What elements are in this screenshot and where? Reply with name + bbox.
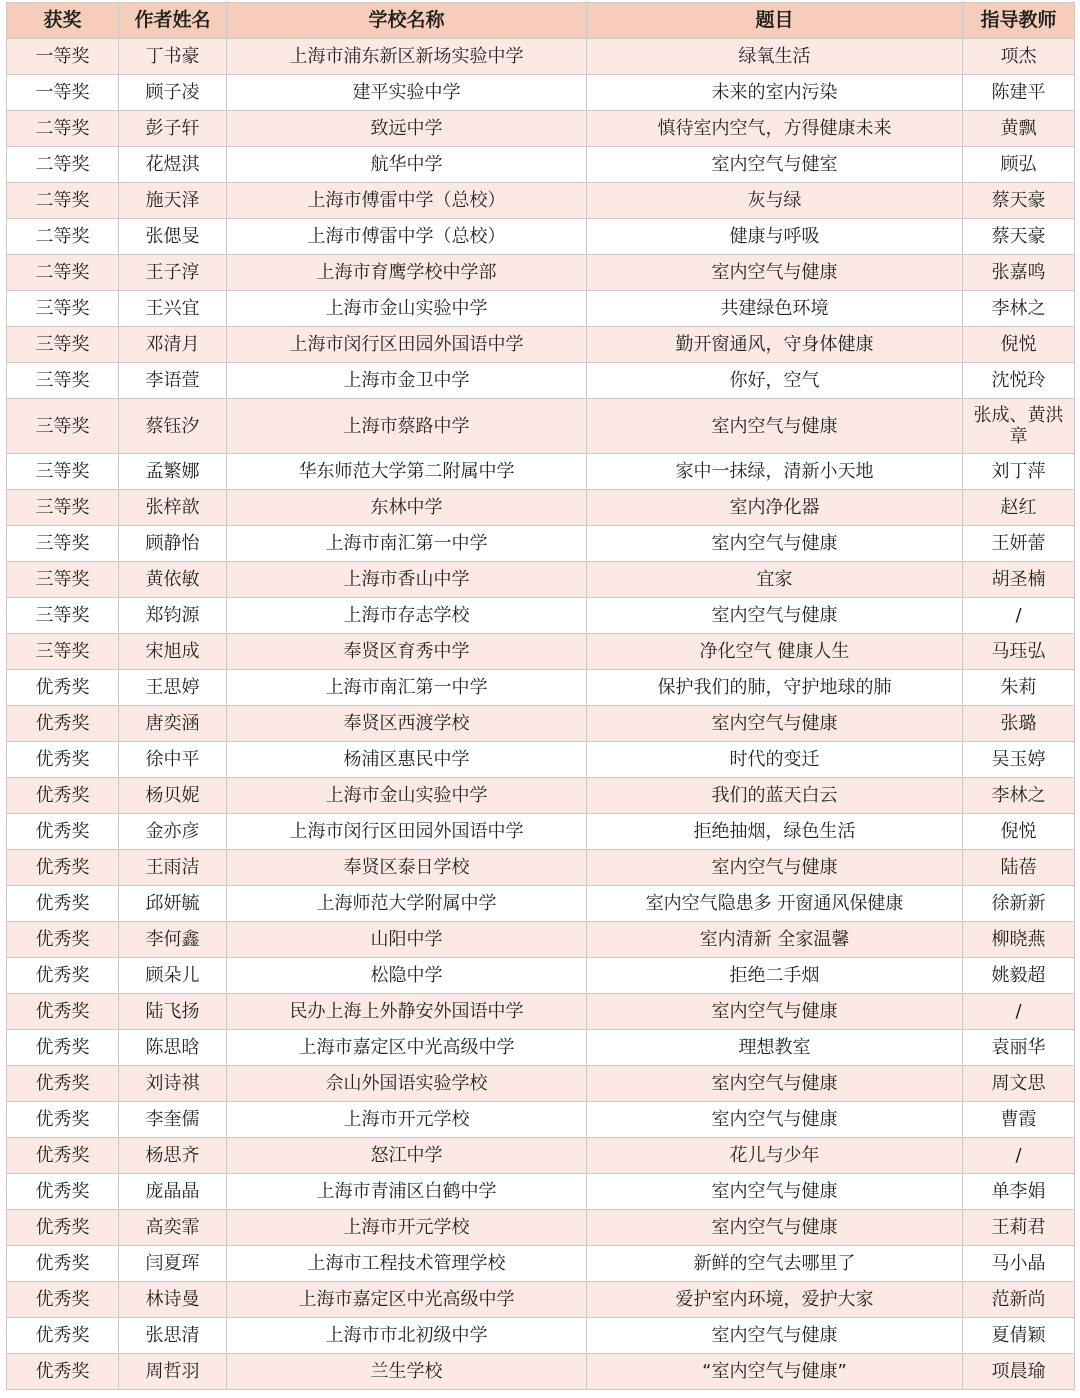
table-row xyxy=(7,1030,1075,1066)
table-row xyxy=(7,1210,1075,1246)
table-row xyxy=(7,562,1075,598)
cell-school: 佘山外国语实验学校 xyxy=(227,1066,587,1102)
cell-title: 室内空气与健康 xyxy=(587,399,963,454)
cell-school: 上海市金山实验中学 xyxy=(227,778,587,814)
cell-teacher: 朱莉 xyxy=(963,670,1075,706)
cell-teacher: 蔡天豪 xyxy=(963,219,1075,255)
cell-author: 杨贝妮 xyxy=(119,778,227,814)
cell-author: 张梓歆 xyxy=(119,490,227,526)
cell-teacher: 张嘉鸣 xyxy=(963,255,1075,291)
cell-title: 拒绝二手烟 xyxy=(587,958,963,994)
cell-title: 我们的蓝天白云 xyxy=(587,778,963,814)
cell-title: 宜家 xyxy=(587,562,963,598)
cell-author: 王雨洁 xyxy=(119,850,227,886)
cell-title: 绿氧生活 xyxy=(587,39,963,75)
table-row xyxy=(7,922,1075,958)
cell-school: 上海师范大学附属中学 xyxy=(227,886,587,922)
cell-award: 三等奖 xyxy=(7,399,119,454)
cell-author: 闫夏珲 xyxy=(119,1246,227,1282)
cell-author: 顾子凌 xyxy=(119,75,227,111)
cell-award: 优秀奖 xyxy=(7,1210,119,1246)
cell-school: 上海市金山实验中学 xyxy=(227,291,587,327)
cell-teacher: 黄飘 xyxy=(963,111,1075,147)
cell-school: 奉贤区西渡学校 xyxy=(227,706,587,742)
cell-author: 杨思齐 xyxy=(119,1138,227,1174)
cell-school: 怒江中学 xyxy=(227,1138,587,1174)
table-row xyxy=(7,219,1075,255)
cell-school: 上海市育鹰学校中学部 xyxy=(227,255,587,291)
cell-school: 致远中学 xyxy=(227,111,587,147)
cell-teacher: 项杰 xyxy=(963,39,1075,75)
cell-title: 室内空气与健室 xyxy=(587,147,963,183)
cell-author: 施天泽 xyxy=(119,183,227,219)
cell-teacher: 李林之 xyxy=(963,778,1075,814)
cell-teacher: 倪悦 xyxy=(963,327,1075,363)
cell-author: 花煜淇 xyxy=(119,147,227,183)
cell-award: 一等奖 xyxy=(7,39,119,75)
table-row xyxy=(7,111,1075,147)
table-row xyxy=(7,598,1075,634)
cell-title: 室内空气与健康 xyxy=(587,255,963,291)
cell-title: 爱护室内环境，爱护大家 xyxy=(587,1282,963,1318)
cell-award: 优秀奖 xyxy=(7,1354,119,1390)
cell-author: 郑钧源 xyxy=(119,598,227,634)
cell-author: 孟繁娜 xyxy=(119,454,227,490)
cell-school: 上海市市北初级中学 xyxy=(227,1318,587,1354)
table-row xyxy=(7,255,1075,291)
cell-teacher: 蔡天豪 xyxy=(963,183,1075,219)
cell-title: 室内空气与健康 xyxy=(587,526,963,562)
table-row xyxy=(7,958,1075,994)
cell-award: 优秀奖 xyxy=(7,1318,119,1354)
cell-author: 李语萱 xyxy=(119,363,227,399)
cell-award: 三等奖 xyxy=(7,291,119,327)
cell-award: 优秀奖 xyxy=(7,1138,119,1174)
cell-school: 奉贤区泰日学校 xyxy=(227,850,587,886)
cell-award: 优秀奖 xyxy=(7,886,119,922)
cell-teacher: 王莉君 xyxy=(963,1210,1075,1246)
cell-author: 顾静怡 xyxy=(119,526,227,562)
cell-title: 室内空气与健康 xyxy=(587,1318,963,1354)
table-row xyxy=(7,1354,1075,1390)
cell-author: 李何鑫 xyxy=(119,922,227,958)
header-award: 获奖 xyxy=(7,3,119,39)
cell-teacher: 曹霞 xyxy=(963,1102,1075,1138)
cell-teacher: 张成、黄洪章 xyxy=(963,399,1075,454)
cell-title: 室内空气隐患多 开窗通风保健康 xyxy=(587,886,963,922)
cell-title: 时代的变迁 xyxy=(587,742,963,778)
table-row xyxy=(7,75,1075,111)
cell-award: 二等奖 xyxy=(7,219,119,255)
cell-award: 优秀奖 xyxy=(7,742,119,778)
cell-author: 丁书豪 xyxy=(119,39,227,75)
table-body xyxy=(7,39,1075,1390)
cell-teacher: 袁丽华 xyxy=(963,1030,1075,1066)
cell-title: 新鲜的空气去哪里了 xyxy=(587,1246,963,1282)
cell-teacher: 单李娟 xyxy=(963,1174,1075,1210)
cell-teacher: 李林之 xyxy=(963,291,1075,327)
cell-school: 上海市青浦区白鹤中学 xyxy=(227,1174,587,1210)
cell-award: 三等奖 xyxy=(7,327,119,363)
cell-school: 上海市金卫中学 xyxy=(227,363,587,399)
header-school: 学校名称 xyxy=(227,3,587,39)
cell-award: 优秀奖 xyxy=(7,1246,119,1282)
table-row xyxy=(7,183,1075,219)
table-row xyxy=(7,994,1075,1030)
table-row xyxy=(7,670,1075,706)
cell-award: 二等奖 xyxy=(7,147,119,183)
cell-award: 三等奖 xyxy=(7,363,119,399)
cell-title: 保护我们的肺，守护地球的肺 xyxy=(587,670,963,706)
table-row xyxy=(7,778,1075,814)
cell-award: 优秀奖 xyxy=(7,1282,119,1318)
cell-school: 上海市闵行区田园外国语中学 xyxy=(227,327,587,363)
cell-school: 上海市存志学校 xyxy=(227,598,587,634)
cell-school: 航华中学 xyxy=(227,147,587,183)
cell-award: 二等奖 xyxy=(7,183,119,219)
cell-award: 优秀奖 xyxy=(7,1030,119,1066)
cell-school: 上海市蔡路中学 xyxy=(227,399,587,454)
cell-teacher: 吴玉婷 xyxy=(963,742,1075,778)
cell-author: 高奕霏 xyxy=(119,1210,227,1246)
cell-title: 家中一抹绿，清新小天地 xyxy=(587,454,963,490)
cell-school: 上海市闵行区田园外国语中学 xyxy=(227,814,587,850)
cell-teacher: / xyxy=(963,994,1075,1030)
cell-author: 黄依敏 xyxy=(119,562,227,598)
cell-school: 上海市开元学校 xyxy=(227,1102,587,1138)
table-row xyxy=(7,814,1075,850)
cell-teacher: 马小晶 xyxy=(963,1246,1075,1282)
cell-title: 室内空气与健康 xyxy=(587,1210,963,1246)
cell-author: 蔡钰汐 xyxy=(119,399,227,454)
cell-author: 王子淳 xyxy=(119,255,227,291)
table-row xyxy=(7,39,1075,75)
cell-teacher: 张璐 xyxy=(963,706,1075,742)
cell-teacher: 胡圣楠 xyxy=(963,562,1075,598)
cell-teacher: 夏倩颖 xyxy=(963,1318,1075,1354)
table-row xyxy=(7,742,1075,778)
cell-award: 优秀奖 xyxy=(7,778,119,814)
cell-title: “室内空气与健康” xyxy=(587,1354,963,1390)
cell-teacher: 马珏弘 xyxy=(963,634,1075,670)
cell-school: 上海市嘉定区中光高级中学 xyxy=(227,1282,587,1318)
award-table xyxy=(6,2,1075,1390)
cell-title: 拒绝抽烟，绿色生活 xyxy=(587,814,963,850)
table-row xyxy=(7,886,1075,922)
cell-award: 优秀奖 xyxy=(7,1102,119,1138)
cell-teacher: 项晨瑜 xyxy=(963,1354,1075,1390)
cell-award: 优秀奖 xyxy=(7,922,119,958)
cell-award: 三等奖 xyxy=(7,454,119,490)
cell-teacher: 陆蓓 xyxy=(963,850,1075,886)
cell-teacher: 王妍蕾 xyxy=(963,526,1075,562)
cell-author: 庞晶晶 xyxy=(119,1174,227,1210)
cell-author: 唐奕涵 xyxy=(119,706,227,742)
cell-school: 松隐中学 xyxy=(227,958,587,994)
cell-school: 建平实验中学 xyxy=(227,75,587,111)
cell-title: 室内空气与健康 xyxy=(587,994,963,1030)
cell-title: 室内空气与健康 xyxy=(587,1102,963,1138)
cell-teacher: / xyxy=(963,1138,1075,1174)
cell-teacher: 范新尚 xyxy=(963,1282,1075,1318)
cell-teacher: 姚毅超 xyxy=(963,958,1075,994)
cell-school: 上海市香山中学 xyxy=(227,562,587,598)
table-row xyxy=(7,850,1075,886)
cell-title: 室内空气与健康 xyxy=(587,850,963,886)
cell-teacher: 陈建平 xyxy=(963,75,1075,111)
cell-award: 三等奖 xyxy=(7,562,119,598)
table-row xyxy=(7,399,1075,454)
table-row xyxy=(7,1138,1075,1174)
cell-teacher: 沈悦玲 xyxy=(963,363,1075,399)
cell-teacher: 刘丁萍 xyxy=(963,454,1075,490)
cell-school: 杨浦区惠民中学 xyxy=(227,742,587,778)
cell-title: 花儿与少年 xyxy=(587,1138,963,1174)
cell-award: 三等奖 xyxy=(7,598,119,634)
cell-school: 上海市傅雷中学（总校） xyxy=(227,219,587,255)
table-row xyxy=(7,634,1075,670)
table-row xyxy=(7,291,1075,327)
cell-author: 顾朵儿 xyxy=(119,958,227,994)
cell-award: 二等奖 xyxy=(7,111,119,147)
table-row xyxy=(7,490,1075,526)
header-teacher: 指导教师 xyxy=(963,3,1075,39)
table-row xyxy=(7,706,1075,742)
cell-author: 王思婷 xyxy=(119,670,227,706)
cell-title: 室内空气与健康 xyxy=(587,1066,963,1102)
cell-award: 二等奖 xyxy=(7,255,119,291)
cell-title: 未来的室内污染 xyxy=(587,75,963,111)
cell-author: 周哲羽 xyxy=(119,1354,227,1390)
cell-author: 林诗曼 xyxy=(119,1282,227,1318)
table-row xyxy=(7,1246,1075,1282)
cell-author: 王兴宜 xyxy=(119,291,227,327)
cell-teacher: 柳晓燕 xyxy=(963,922,1075,958)
cell-award: 三等奖 xyxy=(7,526,119,562)
table-row xyxy=(7,1318,1075,1354)
cell-school: 上海市工程技术管理学校 xyxy=(227,1246,587,1282)
cell-award: 三等奖 xyxy=(7,490,119,526)
cell-title: 灰与绿 xyxy=(587,183,963,219)
cell-teacher: 顾弘 xyxy=(963,147,1075,183)
cell-award: 一等奖 xyxy=(7,75,119,111)
table-row xyxy=(7,327,1075,363)
cell-school: 东林中学 xyxy=(227,490,587,526)
cell-title: 慎待室内空气，方得健康未来 xyxy=(587,111,963,147)
award-list-sheet xyxy=(6,2,1074,1390)
cell-school: 奉贤区育秀中学 xyxy=(227,634,587,670)
cell-school: 兰生学校 xyxy=(227,1354,587,1390)
cell-school: 上海市开元学校 xyxy=(227,1210,587,1246)
table-row xyxy=(7,1174,1075,1210)
cell-author: 刘诗祺 xyxy=(119,1066,227,1102)
cell-author: 徐中平 xyxy=(119,742,227,778)
cell-title: 室内空气与健康 xyxy=(587,1174,963,1210)
cell-teacher: 赵红 xyxy=(963,490,1075,526)
cell-title: 勤开窗通风，守身体健康 xyxy=(587,327,963,363)
table-row xyxy=(7,147,1075,183)
cell-teacher: 周文思 xyxy=(963,1066,1075,1102)
cell-title: 室内空气与健康 xyxy=(587,598,963,634)
cell-author: 邓清月 xyxy=(119,327,227,363)
cell-award: 优秀奖 xyxy=(7,814,119,850)
cell-school: 上海市浦东新区新场实验中学 xyxy=(227,39,587,75)
table-row xyxy=(7,526,1075,562)
table-row xyxy=(7,363,1075,399)
header-row xyxy=(7,3,1075,39)
cell-author: 陆飞扬 xyxy=(119,994,227,1030)
cell-school: 民办上海上外静安外国语中学 xyxy=(227,994,587,1030)
cell-school: 上海市嘉定区中光高级中学 xyxy=(227,1030,587,1066)
cell-award: 优秀奖 xyxy=(7,994,119,1030)
header-author: 作者姓名 xyxy=(119,3,227,39)
cell-author: 宋旭成 xyxy=(119,634,227,670)
cell-award: 优秀奖 xyxy=(7,1066,119,1102)
cell-school: 上海市南汇第一中学 xyxy=(227,526,587,562)
cell-teacher: 徐新新 xyxy=(963,886,1075,922)
cell-author: 陈思晗 xyxy=(119,1030,227,1066)
cell-school: 上海市傅雷中学（总校） xyxy=(227,183,587,219)
cell-title: 室内空气与健康 xyxy=(587,706,963,742)
cell-school: 山阳中学 xyxy=(227,922,587,958)
cell-award: 优秀奖 xyxy=(7,706,119,742)
table-row xyxy=(7,1066,1075,1102)
cell-teacher: 倪悦 xyxy=(963,814,1075,850)
cell-award: 三等奖 xyxy=(7,634,119,670)
cell-school: 上海市南汇第一中学 xyxy=(227,670,587,706)
cell-title: 健康与呼吸 xyxy=(587,219,963,255)
cell-award: 优秀奖 xyxy=(7,850,119,886)
cell-author: 彭子轩 xyxy=(119,111,227,147)
cell-title: 净化空气 健康人生 xyxy=(587,634,963,670)
cell-author: 张偲旻 xyxy=(119,219,227,255)
cell-author: 张思清 xyxy=(119,1318,227,1354)
cell-title: 你好，空气 xyxy=(587,363,963,399)
table-row xyxy=(7,454,1075,490)
cell-author: 金亦彦 xyxy=(119,814,227,850)
cell-title: 理想教室 xyxy=(587,1030,963,1066)
cell-award: 优秀奖 xyxy=(7,670,119,706)
cell-author: 李奎儒 xyxy=(119,1102,227,1138)
cell-award: 优秀奖 xyxy=(7,1174,119,1210)
cell-teacher: / xyxy=(963,598,1075,634)
cell-title: 室内清新 全家温馨 xyxy=(587,922,963,958)
header-title: 题目 xyxy=(587,3,963,39)
table-row xyxy=(7,1102,1075,1138)
cell-school: 华东师范大学第二附属中学 xyxy=(227,454,587,490)
cell-author: 邱妍毓 xyxy=(119,886,227,922)
cell-award: 优秀奖 xyxy=(7,958,119,994)
cell-title: 共建绿色环境 xyxy=(587,291,963,327)
cell-title: 室内净化器 xyxy=(587,490,963,526)
table-row xyxy=(7,1282,1075,1318)
